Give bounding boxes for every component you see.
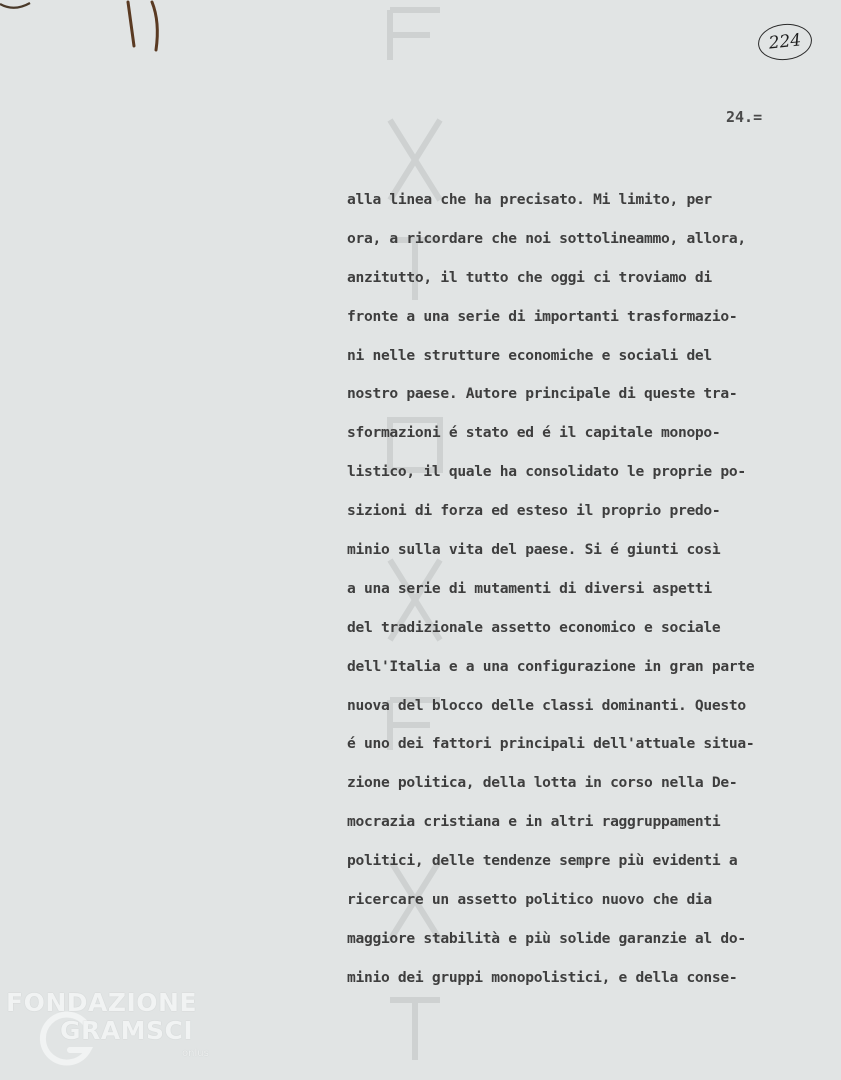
text-line: minio sulla vita del paese. Si é giunti così <box>347 541 721 559</box>
text-line: ni nelle strutture economiche e sociali del <box>347 346 712 364</box>
fondazione-gramsci-logo <box>4 988 214 1078</box>
text-line: maggiore stabilità e più solide garanzie al do- <box>347 929 746 947</box>
archive-number: 224 <box>767 30 803 54</box>
text-line: anzitutto, il tutto che oggi ci troviamo di <box>347 268 712 286</box>
archive-number-stamp <box>756 21 813 62</box>
logo-line-2: GRAMSCI <box>60 1016 194 1045</box>
text-line: mocrazia cristiana e in altri raggruppamenti <box>347 813 721 831</box>
text-line: zione politica, della lotta in corso nella De- <box>347 774 738 792</box>
text-line: politici, delle tendenze sempre più evidenti a <box>347 852 738 870</box>
text-line: a una serie di mutamenti di diversi aspetti <box>347 579 712 597</box>
ink-marks <box>0 0 200 60</box>
page-number: 24.= <box>726 108 763 126</box>
text-line: dell'Italia e a una configurazione in gran parte <box>347 657 755 675</box>
typed-text-body <box>347 181 827 998</box>
text-line: alla linea che ha precisato. Mi limito, per <box>347 191 712 208</box>
logo-line-1: FONDAZIONE <box>6 988 198 1017</box>
text-line: ora, a ricordare che noi sottolineammo, allora, <box>347 229 746 247</box>
text-line: ricercare un assetto politico nuovo che dia <box>347 891 712 909</box>
text-line: minio dei gruppi monopolistici, e della conse- <box>347 968 738 986</box>
text-line: listico, il quale ha consolidato le proprie po- <box>347 463 746 481</box>
text-line: fronte a una serie di importanti trasformazio- <box>347 307 738 325</box>
text-line: nuova del blocco delle classi dominanti. Questo <box>347 696 746 714</box>
text-line: del tradizionale assetto economico e sociale <box>347 618 721 636</box>
text-line: sizioni di forza ed esteso il proprio predo- <box>347 502 721 520</box>
text-line: é uno dei fattori principali dell'attuale situa- <box>347 735 755 753</box>
text-line: sformazioni é stato ed é il capitale monopo- <box>347 424 721 442</box>
text-line: nostro paese. Autore principale di queste tra- <box>347 385 738 403</box>
logo-suffix: onlus <box>182 1048 209 1059</box>
